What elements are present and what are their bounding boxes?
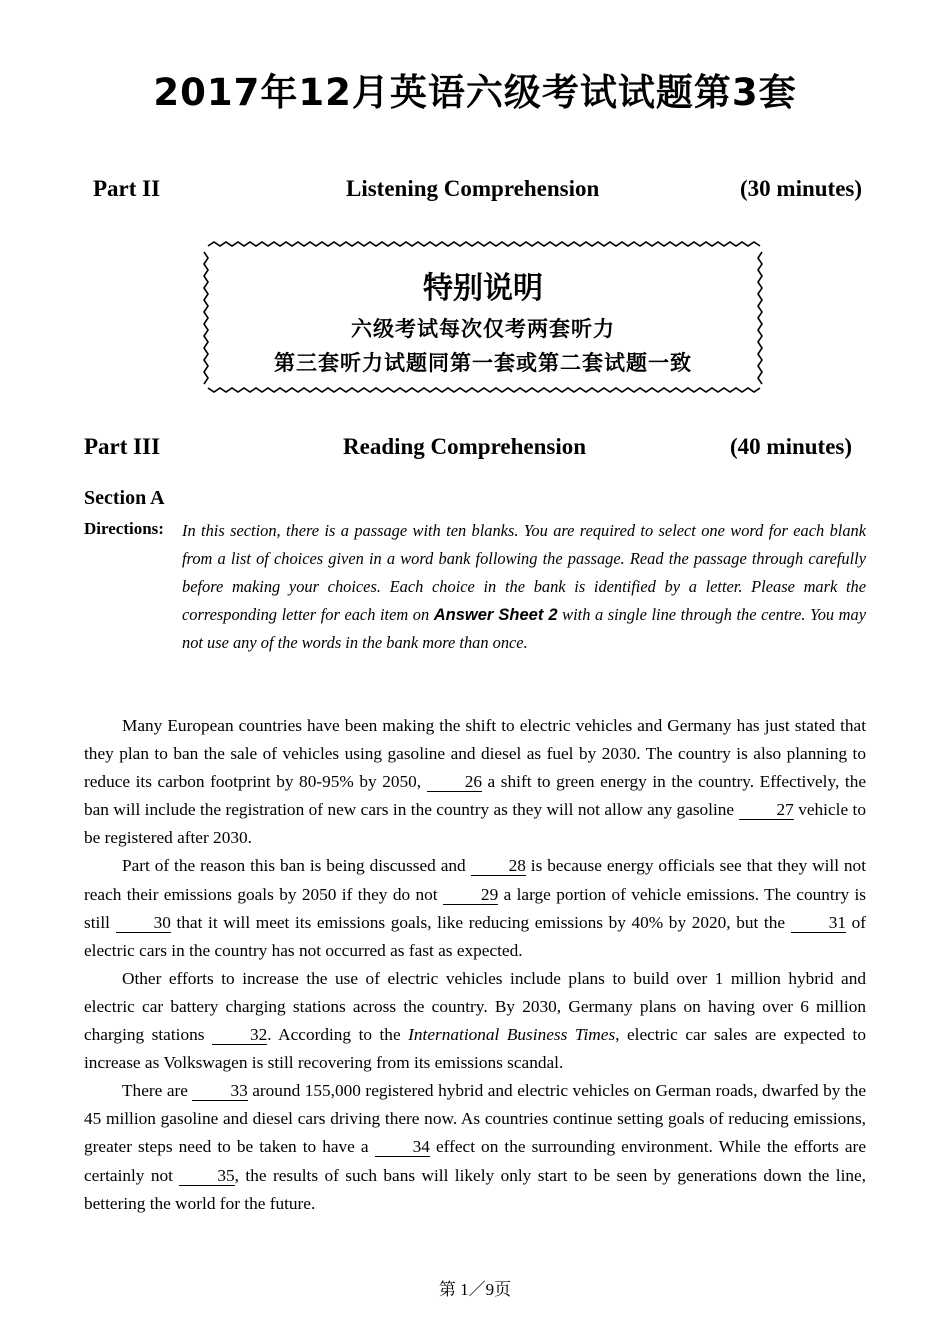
part2-header — [0, 176, 950, 206]
passage-text: effect on the surrounding environment. While the efforts are certainly not — [84, 1137, 866, 1185]
paragraph-4 — [84, 1077, 866, 1217]
passage-text: of electric cars in the country has not occurred as fast as expected. — [84, 912, 866, 960]
notice-title: 特别说明 — [423, 271, 543, 306]
passage-text: around 155,000 registered hybrid and electric vehicles on German roads, dwarfed by the 45 million gasoline and diesel cars driving there now. As countries continue setting goals of reducing emissions, greater steps need to be taken to have a — [84, 1081, 867, 1157]
blank-34: 34 — [375, 1138, 430, 1157]
passage-text: Many European countries have been making the shift to electric vehicles and Germany has just stated that they plan to ban the sale of vehicles using gasoline and diesel as fuel by 2030. The country is also planning to reduce its carbon footprint by 80-95% by 2050, — [84, 716, 866, 792]
directions-label: Directions: — [84, 519, 164, 538]
directions-text — [182, 517, 866, 657]
part3-name: Reading Comprehension — [343, 434, 587, 459]
page-number: 第 1／9页 — [438, 1280, 512, 1299]
passage-text: . According to the — [267, 1025, 409, 1045]
passage-text: Other efforts to increase the use of electric vehicles include plans to build over 1 million hybrid and electric car battery charging stations across the country. By 2030, Germany plans on having over 6 million charging stations — [84, 968, 866, 1045]
paragraph-3 — [84, 965, 866, 1077]
blank-27: 27 — [739, 801, 794, 820]
passage-text: vehicle to be registered after 2030. — [84, 800, 866, 848]
blank-32: 32 — [212, 1026, 267, 1045]
passage-text: , the results of such bans will likely only start to be seen by generations down the line, bettering the world for the future. — [84, 1165, 866, 1213]
passage-text: Part of the reason this ban is being discussed and — [122, 856, 471, 876]
passage-text: There are — [122, 1081, 193, 1101]
passage-text: a shift to green energy in the country. Effectively, the ban will include the registration of new cars in the country as they will not allow any gasoline — [84, 772, 867, 820]
section-heading: Section A — [84, 487, 165, 509]
passage-text: , electric car sales are expected to increase as Volkswagen is still recovering from its emissions scandal. — [84, 1025, 866, 1073]
blank-35: 35 — [179, 1167, 234, 1186]
passage-text: is because energy officials see that they will not reach their emissions goals by 2050 if they do not — [84, 856, 866, 904]
blank-33: 33 — [192, 1082, 247, 1101]
part2-name: Listening Comprehension — [346, 176, 600, 201]
publication-name: International Business Times — [408, 1025, 616, 1045]
part3-header — [0, 434, 950, 464]
notice-line-1: 六级考试每次仅考两套听力 — [351, 317, 615, 341]
page-title: 2017年12月英语六级考试试题第3套 — [153, 71, 797, 114]
blank-30: 30 — [116, 914, 171, 933]
paragraph-2 — [84, 852, 866, 964]
reading-passage — [84, 712, 866, 1218]
answer-sheet-ref: Answer Sheet 2 — [433, 606, 558, 624]
part3-time: (40 minutes) — [730, 434, 853, 459]
passage-text: that it will meet its emissions goals, like reducing emissions by 40% by 2020, but the — [170, 912, 791, 932]
blank-28: 28 — [471, 857, 526, 876]
part3-label: Part III — [84, 434, 161, 459]
blank-31: 31 — [791, 914, 846, 933]
blank-29: 29 — [443, 886, 498, 905]
directions-body-1: In this section, there is a passage with ten blanks. You are required to select one word for each blank from a list of choices given in a word bank following the passage. Read the passage through carefully before making your choices. Each choice in the bank is identified by a letter. Please mark the corresponding letter for each item on — [182, 521, 866, 624]
directions-body-2: with a single line through the centre. You may not use any of the words in the bank more than once. — [182, 605, 866, 652]
notice-line-2: 第三套听力试题同第一套或第二套试题一致 — [274, 351, 692, 375]
passage-text: a large portion of vehicle emissions. The country is still — [84, 884, 866, 932]
paragraph-1 — [84, 712, 866, 852]
blank-26: 26 — [427, 773, 482, 792]
part2-label: Part II — [93, 176, 161, 201]
part2-time: (30 minutes) — [740, 176, 863, 201]
